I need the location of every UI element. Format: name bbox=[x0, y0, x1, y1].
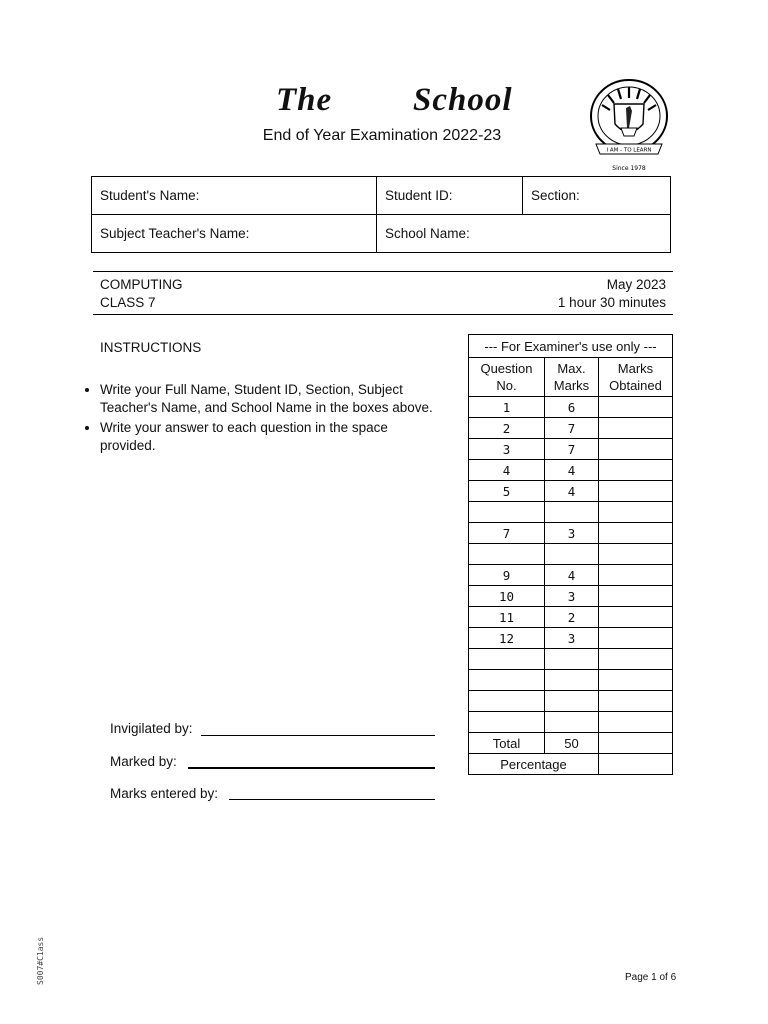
question-no: 11 bbox=[469, 607, 545, 628]
marks-obtained-cell[interactable] bbox=[599, 670, 673, 691]
entered-line[interactable] bbox=[229, 799, 435, 800]
marked-line[interactable] bbox=[188, 767, 435, 769]
table-row bbox=[469, 460, 673, 481]
total-value: 50 bbox=[545, 733, 599, 754]
marks-obtained-cell[interactable] bbox=[599, 418, 673, 439]
crest-since: Since 1978 bbox=[612, 165, 646, 172]
max-marks: 6 bbox=[545, 397, 599, 418]
title-school: School bbox=[413, 82, 513, 118]
max-marks: 3 bbox=[545, 586, 599, 607]
question-no: 5 bbox=[469, 481, 545, 502]
max-marks: 3 bbox=[545, 523, 599, 544]
col-question-header: Question No. bbox=[469, 358, 545, 397]
invigilated-label: Invigilated by: bbox=[110, 721, 193, 736]
question-no: 9 bbox=[469, 565, 545, 586]
table-row bbox=[469, 712, 673, 733]
title-the: The bbox=[276, 82, 333, 118]
divider-top bbox=[93, 271, 673, 272]
divider-bottom bbox=[93, 314, 673, 315]
percentage-row bbox=[469, 754, 673, 775]
max-marks: 4 bbox=[545, 460, 599, 481]
marks-obtained-cell[interactable] bbox=[599, 628, 673, 649]
side-code: S007#C1ass bbox=[36, 936, 45, 985]
table-row bbox=[469, 418, 673, 439]
total-label: Total bbox=[469, 733, 545, 754]
crest-motto: I AM - TO LEARN bbox=[606, 147, 652, 154]
max-marks bbox=[545, 712, 599, 733]
marks-obtained-cell[interactable] bbox=[599, 439, 673, 460]
max-marks: 2 bbox=[545, 607, 599, 628]
marks-obtained-cell[interactable] bbox=[599, 481, 673, 502]
max-marks bbox=[545, 691, 599, 712]
examiner-table-title: --- For Examiner's use only --- bbox=[469, 335, 673, 358]
max-marks: 7 bbox=[545, 439, 599, 460]
table-row bbox=[469, 523, 673, 544]
marks-obtained-cell[interactable] bbox=[599, 502, 673, 523]
table-row bbox=[469, 544, 673, 565]
marks-obtained-cell[interactable] bbox=[599, 544, 673, 565]
question-no bbox=[469, 502, 545, 523]
marks-obtained-cell[interactable] bbox=[599, 607, 673, 628]
marks-obtained-cell[interactable] bbox=[599, 523, 673, 544]
table-row bbox=[469, 691, 673, 712]
section-label: Section: bbox=[531, 188, 580, 203]
exam-duration: 1 hour 30 minutes bbox=[557, 295, 666, 310]
marks-obtained-cell[interactable] bbox=[599, 397, 673, 418]
max-marks: 4 bbox=[545, 481, 599, 502]
question-no: 1 bbox=[469, 397, 545, 418]
max-marks bbox=[545, 670, 599, 691]
percentage-cell[interactable] bbox=[599, 754, 673, 775]
page-number: Page 1 of 6 bbox=[625, 972, 677, 983]
max-marks: 4 bbox=[545, 565, 599, 586]
marks-obtained-cell[interactable] bbox=[599, 712, 673, 733]
student-info-table bbox=[91, 176, 671, 253]
exam-title-text: End of Year Examination 2022-23 bbox=[262, 127, 502, 144]
marks-obtained-cell[interactable] bbox=[599, 565, 673, 586]
marks-obtained-cell[interactable] bbox=[599, 586, 673, 607]
marked-label: Marked by: bbox=[110, 754, 177, 769]
table-row bbox=[469, 565, 673, 586]
question-no: 10 bbox=[469, 586, 545, 607]
max-marks bbox=[545, 544, 599, 565]
max-marks: 7 bbox=[545, 418, 599, 439]
max-marks bbox=[545, 649, 599, 670]
marks-obtained-cell[interactable] bbox=[599, 691, 673, 712]
question-no bbox=[469, 691, 545, 712]
student-id-label: Student ID: bbox=[385, 188, 453, 203]
table-row bbox=[469, 439, 673, 460]
subject-name: COMPUTING bbox=[100, 277, 183, 292]
marks-obtained-cell[interactable] bbox=[599, 460, 673, 481]
instructions-heading: INSTRUCTIONS bbox=[100, 340, 202, 355]
max-marks bbox=[545, 502, 599, 523]
school-name-label: School Name: bbox=[385, 226, 470, 241]
question-no bbox=[469, 712, 545, 733]
table-row bbox=[469, 670, 673, 691]
subject-teacher-field[interactable] bbox=[92, 215, 377, 253]
instruction-item: • Write your Full Name, Student ID, Section, Subject Teacher's Name, and School Name in the boxes above. bbox=[100, 381, 440, 417]
section-field[interactable] bbox=[523, 177, 671, 215]
student-name-label: Student's Name: bbox=[100, 188, 200, 203]
instructions-list bbox=[80, 381, 440, 457]
student-id-field[interactable] bbox=[377, 177, 523, 215]
max-marks: 3 bbox=[545, 628, 599, 649]
question-no: 12 bbox=[469, 628, 545, 649]
school-crest-icon bbox=[588, 78, 670, 176]
question-no bbox=[469, 649, 545, 670]
entered-label: Marks entered by: bbox=[110, 786, 219, 801]
invigilated-line[interactable] bbox=[201, 735, 435, 736]
school-name-field[interactable] bbox=[377, 215, 671, 253]
table-row bbox=[469, 607, 673, 628]
col-max-header: Max. Marks bbox=[545, 358, 599, 397]
question-no bbox=[469, 544, 545, 565]
subject-teacher-label: Subject Teacher's Name: bbox=[100, 226, 250, 241]
examiner-table bbox=[468, 334, 673, 775]
table-row bbox=[469, 628, 673, 649]
table-row bbox=[469, 502, 673, 523]
question-no: 4 bbox=[469, 460, 545, 481]
percentage-label: Percentage bbox=[469, 754, 599, 775]
exam-date: May 2023 bbox=[606, 277, 666, 292]
class-name: CLASS 7 bbox=[100, 295, 156, 310]
table-row bbox=[469, 586, 673, 607]
marks-obtained-cell[interactable] bbox=[599, 649, 673, 670]
question-no: 7 bbox=[469, 523, 545, 544]
col-obtained-header: Marks Obtained bbox=[599, 358, 673, 397]
question-no bbox=[469, 670, 545, 691]
question-no: 2 bbox=[469, 418, 545, 439]
total-row bbox=[469, 733, 673, 754]
question-no: 3 bbox=[469, 439, 545, 460]
table-row bbox=[469, 481, 673, 502]
student-name-field[interactable] bbox=[92, 177, 377, 215]
table-row bbox=[469, 397, 673, 418]
table-row bbox=[469, 649, 673, 670]
instruction-item: • Write your answer to each question in the space provided. bbox=[100, 419, 440, 455]
total-obtained-cell[interactable] bbox=[599, 733, 673, 754]
